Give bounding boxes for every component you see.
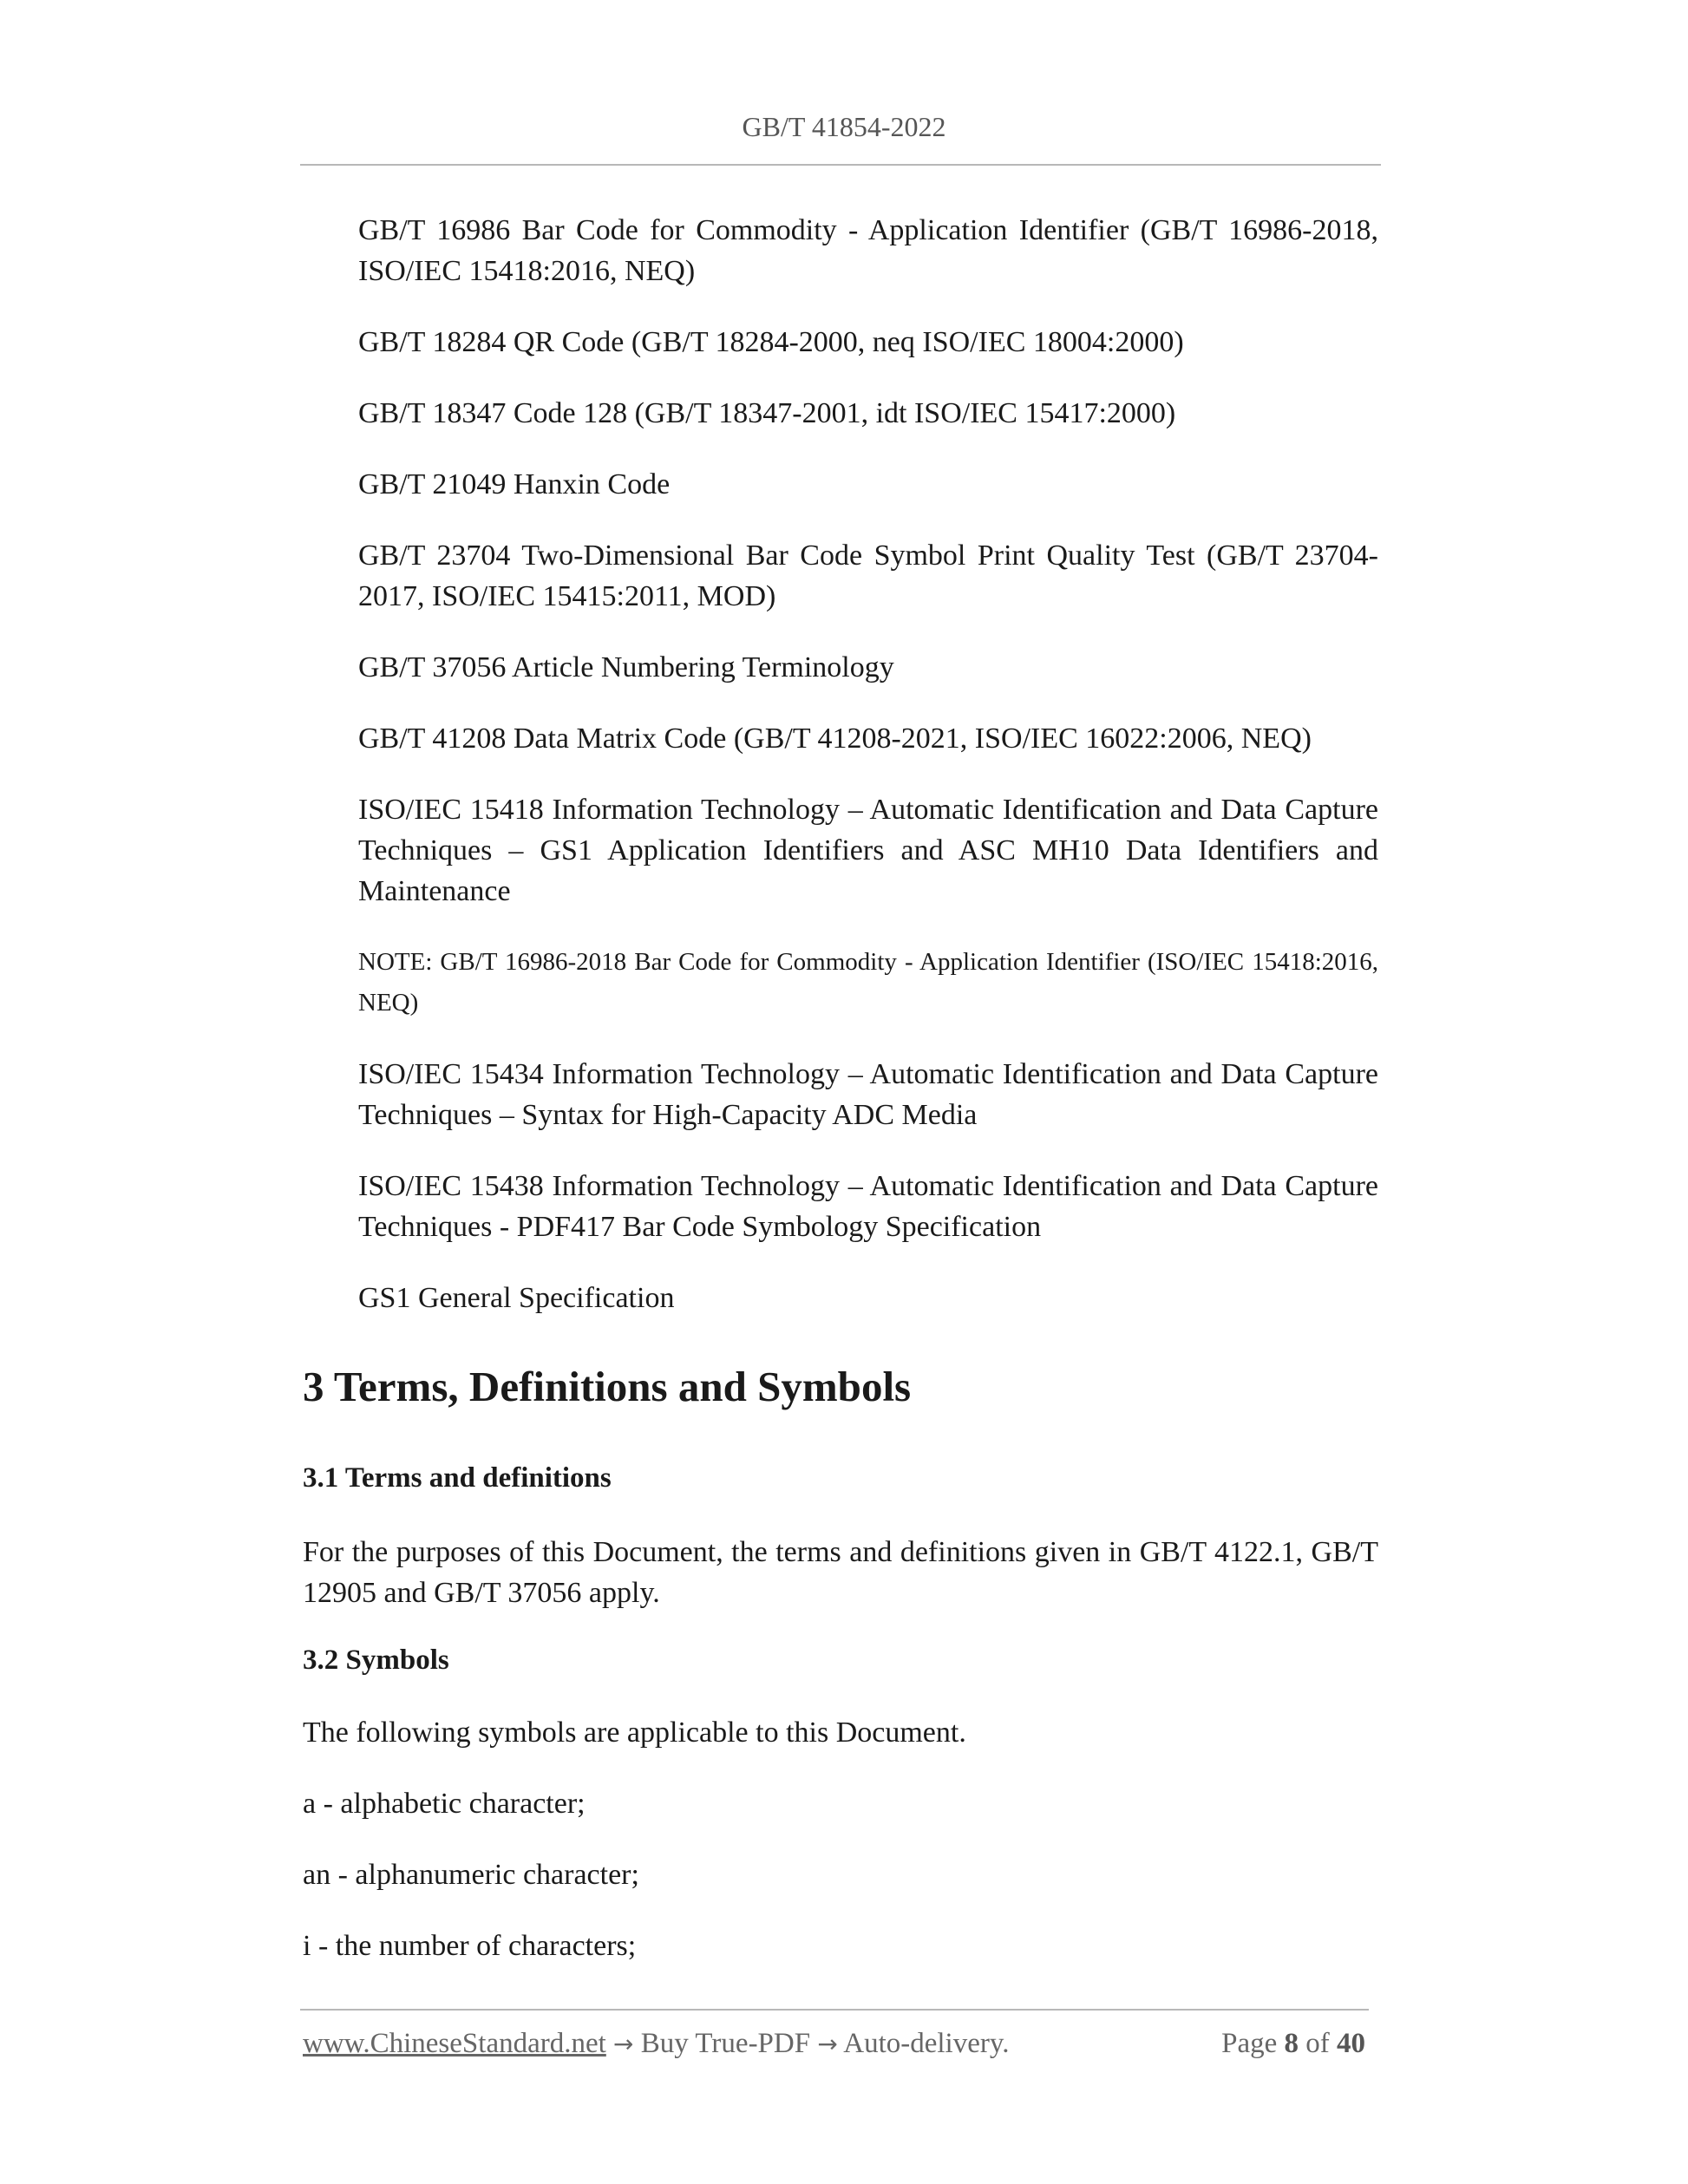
reference-note: NOTE: GB/T 16986-2018 Bar Code for Commodity - Application Identifier (ISO/IEC 15418:2016, NEQ) (358, 948, 1378, 1017)
section-3-1-heading: 3.1 Terms and definitions (303, 1462, 612, 1494)
reference-item: GB/T 18284 QR Code (GB/T 18284-2000, neq ISO/IEC 18004:2000) (358, 326, 1184, 358)
page-total: 40 (1337, 2028, 1365, 2059)
reference-item: ISO/IEC 15434 Information Technology – Automatic Identification and Data Capture Techniques – Syntax for High-Capacity ADC Media (358, 1058, 1378, 1131)
reference-item: GS1 General Specification (358, 1282, 675, 1314)
arrow-right-icon: → (613, 2030, 634, 2058)
symbol-item: a - alphabetic character; (303, 1788, 586, 1820)
normative-references-list (358, 210, 1378, 1349)
of-label: of (1305, 2028, 1330, 2059)
reference-item: GB/T 37056 Article Numbering Terminology (358, 651, 894, 683)
section-3-1-text: For the purposes of this Document, the terms and definitions given in GB/T 4122.1, GB/T 12905 and GB/T 37056 apply. (303, 1536, 1378, 1609)
footer-links (303, 2028, 1009, 2060)
page-number: 8 (1284, 2028, 1299, 2059)
auto-delivery-text: Auto-delivery. (843, 2028, 1010, 2059)
website-link[interactable]: www.ChineseStandard.net (303, 2028, 606, 2059)
header-title: GB/T 41854-2022 (742, 111, 946, 142)
footer-divider (300, 2009, 1369, 2011)
buy-pdf-text: Buy True-PDF (640, 2028, 811, 2059)
reference-item: GB/T 41208 Data Matrix Code (GB/T 41208-2021, ISO/IEC 16022:2006, NEQ) (358, 723, 1312, 755)
reference-item: GB/T 16986 Bar Code for Commodity - Application Identifier (GB/T 16986-2018, ISO/IEC 15418:2016, NEQ) (358, 214, 1378, 287)
section-3-heading: 3 Terms, Definitions and Symbols (303, 1363, 912, 1410)
arrow-right-icon: → (817, 2030, 838, 2058)
reference-item: GB/T 23704 Two-Dimensional Bar Code Symbol Print Quality Test (GB/T 23704-2017, ISO/IEC 15415:2011, MOD) (358, 539, 1378, 612)
symbol-item: an - alphanumeric character; (303, 1859, 639, 1891)
section-3-2-intro: The following symbols are applicable to this Document. (303, 1716, 966, 1749)
symbol-item: i - the number of characters; (303, 1930, 637, 1962)
reference-item: ISO/IEC 15418 Information Technology – Automatic Identification and Data Capture Techniques – GS1 Application Identifiers and ASC MH10 Data Identifiers and Maintenance (358, 794, 1378, 907)
section-3-2-heading: 3.2 Symbols (303, 1645, 449, 1676)
header-divider (300, 164, 1381, 166)
reference-item: GB/T 21049 Hanxin Code (358, 468, 671, 500)
page-label: Page (1221, 2028, 1278, 2059)
reference-item: GB/T 18347 Code 128 (GB/T 18347-2001, idt ISO/IEC 15417:2000) (358, 397, 1176, 429)
page-indicator (1221, 2028, 1365, 2060)
reference-item: ISO/IEC 15438 Information Technology – Automatic Identification and Data Capture Techniques - PDF417 Bar Code Symbology Specification (358, 1170, 1378, 1243)
